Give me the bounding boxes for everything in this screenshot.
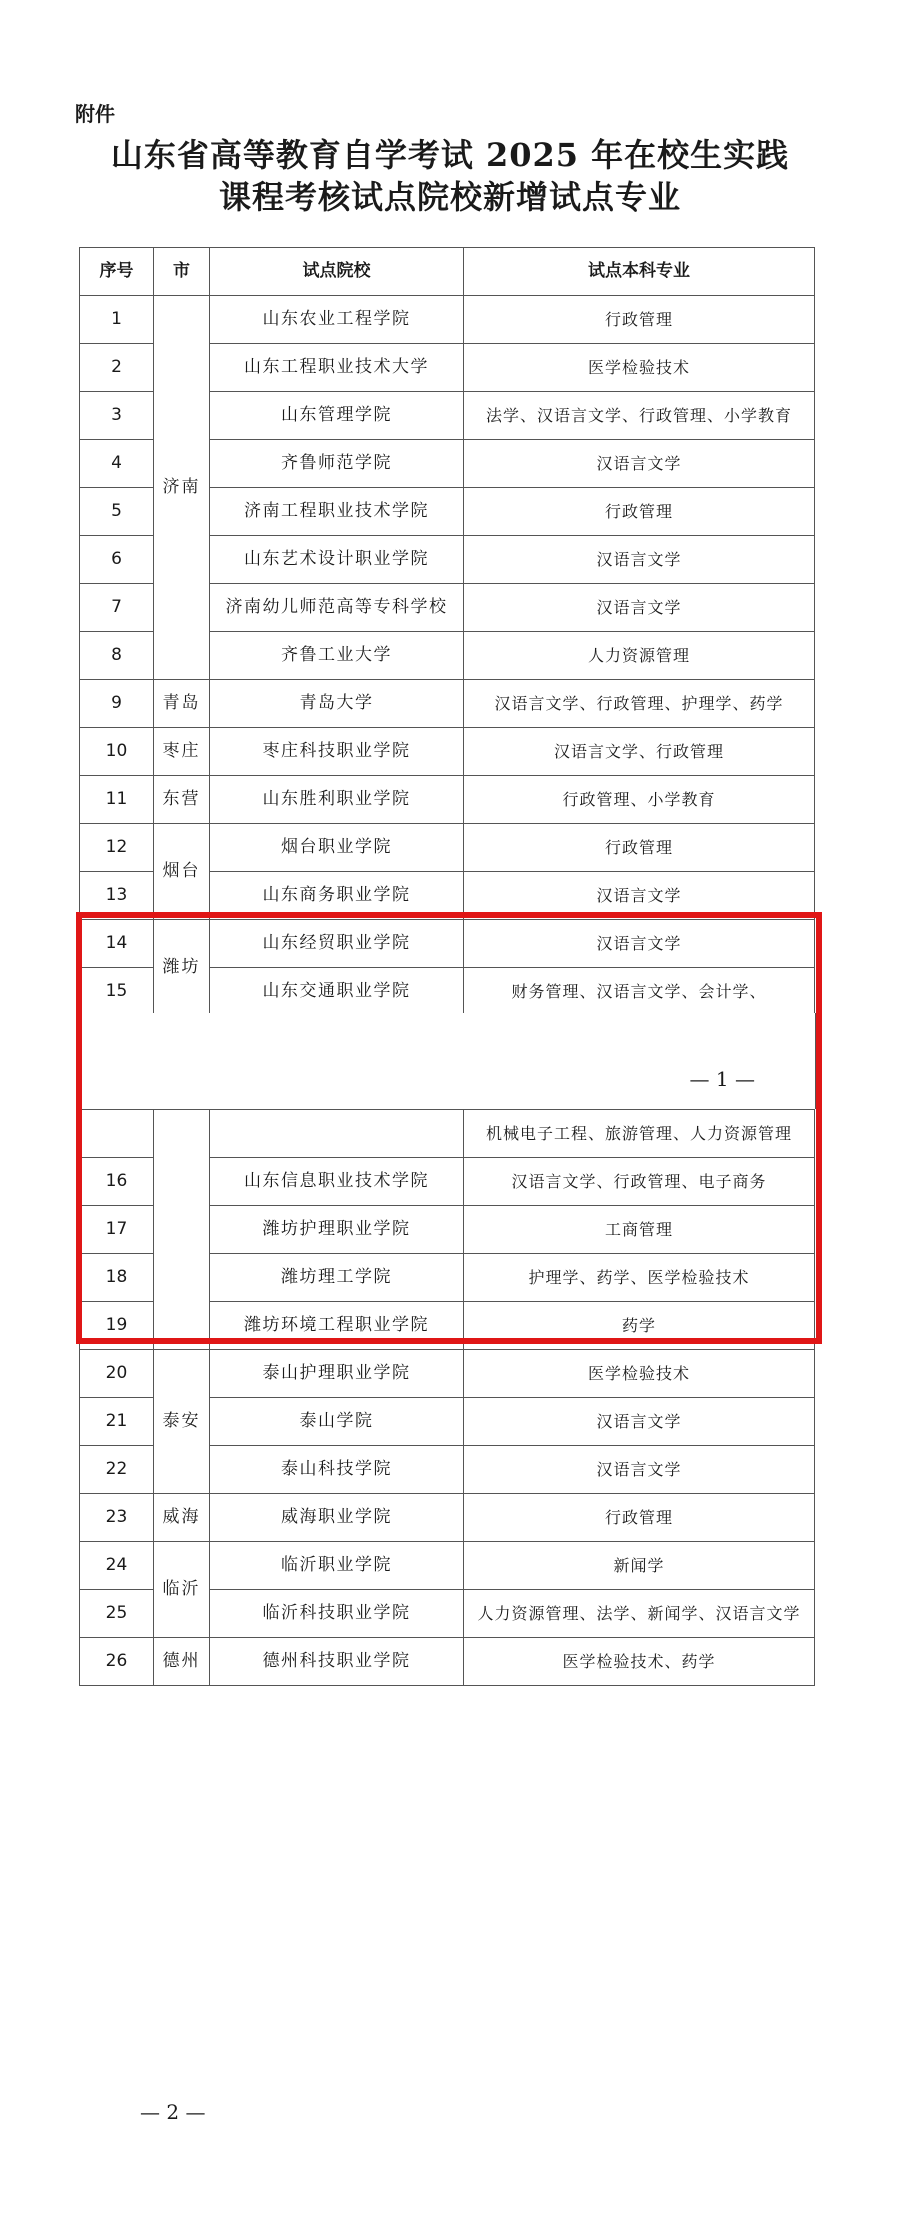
row-no: 19: [80, 1302, 154, 1350]
row-no: 26: [80, 1638, 154, 1686]
major-cell: 医学检验技术、药学: [464, 1638, 815, 1686]
school-cell: 山东管理学院: [210, 392, 464, 440]
school-cell: 枣庄科技职业学院: [210, 728, 464, 776]
school-cell: 齐鲁工业大学: [210, 632, 464, 680]
page-number-1: — 1 —: [689, 1067, 755, 1091]
table-row: [80, 1494, 815, 1542]
city-cell: 枣庄: [154, 728, 210, 776]
school-cell: 山东信息职业技术学院: [210, 1158, 464, 1206]
major-cell: 医学检验技术: [464, 344, 815, 392]
table-row: [80, 728, 815, 776]
school-cell: 临沂科技职业学院: [210, 1590, 464, 1638]
table-row: [80, 1542, 815, 1590]
major-cell: 护理学、药学、医学检验技术: [464, 1254, 815, 1302]
school-cell: 泰山护理职业学院: [210, 1350, 464, 1398]
major-cell: 汉语言文学: [464, 536, 815, 584]
major-cell: 汉语言文学、行政管理、护理学、药学: [464, 680, 815, 728]
row-no: 23: [80, 1494, 154, 1542]
page-number-2: — 2 —: [140, 2100, 206, 2124]
major-cell: 机械电子工程、旅游管理、人力资源管理: [464, 1110, 815, 1158]
city-cell-continued: [154, 1110, 210, 1350]
table-row: [80, 1638, 815, 1686]
school-cell: 山东胜利职业学院: [210, 776, 464, 824]
table-row: [80, 296, 815, 344]
header-major: 试点本科专业: [464, 248, 815, 296]
school-cell: 临沂职业学院: [210, 1542, 464, 1590]
major-cell: 行政管理、小学教育: [464, 776, 815, 824]
city-cell: 泰安: [154, 1350, 210, 1494]
row-no: 2: [80, 344, 154, 392]
row-no: 13: [80, 872, 154, 920]
table-row: [80, 1110, 815, 1158]
school-cell: 山东交通职业学院: [210, 968, 464, 1016]
major-cell: 工商管理: [464, 1206, 815, 1254]
school-cell: [210, 1110, 464, 1158]
school-cell: 济南幼儿师范高等专科学校: [210, 584, 464, 632]
city-cell: 威海: [154, 1494, 210, 1542]
major-cell: 汉语言文学: [464, 440, 815, 488]
pilot-table-part-1: [79, 247, 815, 1016]
city-cell: 临沂: [154, 1542, 210, 1638]
major-cell: 汉语言文学: [464, 1446, 815, 1494]
row-no: 21: [80, 1398, 154, 1446]
major-cell: 汉语言文学: [464, 872, 815, 920]
city-cell: 济南: [154, 296, 210, 680]
row-no: 4: [80, 440, 154, 488]
school-cell: 山东工程职业技术大学: [210, 344, 464, 392]
major-cell: 汉语言文学: [464, 584, 815, 632]
row-no: 16: [80, 1158, 154, 1206]
row-no: 14: [80, 920, 154, 968]
city-cell: 德州: [154, 1638, 210, 1686]
header-city: 市: [154, 248, 210, 296]
city-cell: 青岛: [154, 680, 210, 728]
school-cell: 山东经贸职业学院: [210, 920, 464, 968]
row-no: 22: [80, 1446, 154, 1494]
major-cell: 财务管理、汉语言文学、会计学、: [464, 968, 815, 1016]
school-cell: 潍坊护理职业学院: [210, 1206, 464, 1254]
major-cell: 人力资源管理: [464, 632, 815, 680]
major-cell: 汉语言文学、行政管理: [464, 728, 815, 776]
major-cell: 汉语言文学、行政管理、电子商务: [464, 1158, 815, 1206]
major-cell: 行政管理: [464, 824, 815, 872]
table-row: [80, 920, 815, 968]
school-cell: 山东农业工程学院: [210, 296, 464, 344]
major-cell: 新闻学: [464, 1542, 815, 1590]
major-cell: 行政管理: [464, 488, 815, 536]
page-break-gap: [79, 1013, 816, 1109]
school-cell: 德州科技职业学院: [210, 1638, 464, 1686]
row-no: 20: [80, 1350, 154, 1398]
table-row: [80, 776, 815, 824]
school-cell: 齐鲁师范学院: [210, 440, 464, 488]
row-no: 7: [80, 584, 154, 632]
major-cell: 汉语言文学: [464, 1398, 815, 1446]
major-cell: 行政管理: [464, 296, 815, 344]
row-no: 10: [80, 728, 154, 776]
school-cell: 济南工程职业技术学院: [210, 488, 464, 536]
school-cell: 潍坊环境工程职业学院: [210, 1302, 464, 1350]
row-no: 25: [80, 1590, 154, 1638]
row-no: 8: [80, 632, 154, 680]
major-cell: 汉语言文学: [464, 920, 815, 968]
city-cell: 潍坊: [154, 920, 210, 1016]
row-no: 5: [80, 488, 154, 536]
row-no: 3: [80, 392, 154, 440]
row-no: [80, 1110, 154, 1158]
major-cell: 法学、汉语言文学、行政管理、小学教育: [464, 392, 815, 440]
school-cell: 山东商务职业学院: [210, 872, 464, 920]
major-cell: 行政管理: [464, 1494, 815, 1542]
school-cell: 泰山学院: [210, 1398, 464, 1446]
major-cell: 医学检验技术: [464, 1350, 815, 1398]
attachment-label: 附件: [75, 102, 115, 126]
school-cell: 泰山科技学院: [210, 1446, 464, 1494]
row-no: 24: [80, 1542, 154, 1590]
school-cell: 青岛大学: [210, 680, 464, 728]
header-no: 序号: [80, 248, 154, 296]
school-cell: 威海职业学院: [210, 1494, 464, 1542]
table-row: [80, 1350, 815, 1398]
major-cell: 人力资源管理、法学、新闻学、汉语言文学: [464, 1590, 815, 1638]
school-cell: 潍坊理工学院: [210, 1254, 464, 1302]
table-row: [80, 824, 815, 872]
pilot-table-part-2: [79, 1109, 815, 1686]
row-no: 15: [80, 968, 154, 1016]
major-cell: 药学: [464, 1302, 815, 1350]
document-title-line-2: 课程考核试点院校新增试点专业: [218, 178, 681, 216]
table-header-row: [80, 248, 815, 296]
row-no: 11: [80, 776, 154, 824]
row-no: 12: [80, 824, 154, 872]
school-cell: 山东艺术设计职业学院: [210, 536, 464, 584]
row-no: 9: [80, 680, 154, 728]
city-cell: 东营: [154, 776, 210, 824]
document-title-line-1: 山东省高等教育自学考试 2025 年在校生实践: [110, 136, 790, 174]
table-row: [80, 680, 815, 728]
school-cell: 烟台职业学院: [210, 824, 464, 872]
row-no: 18: [80, 1254, 154, 1302]
city-cell: 烟台: [154, 824, 210, 920]
row-no: 6: [80, 536, 154, 584]
row-no: 1: [80, 296, 154, 344]
row-no: 17: [80, 1206, 154, 1254]
header-school: 试点院校: [210, 248, 464, 296]
